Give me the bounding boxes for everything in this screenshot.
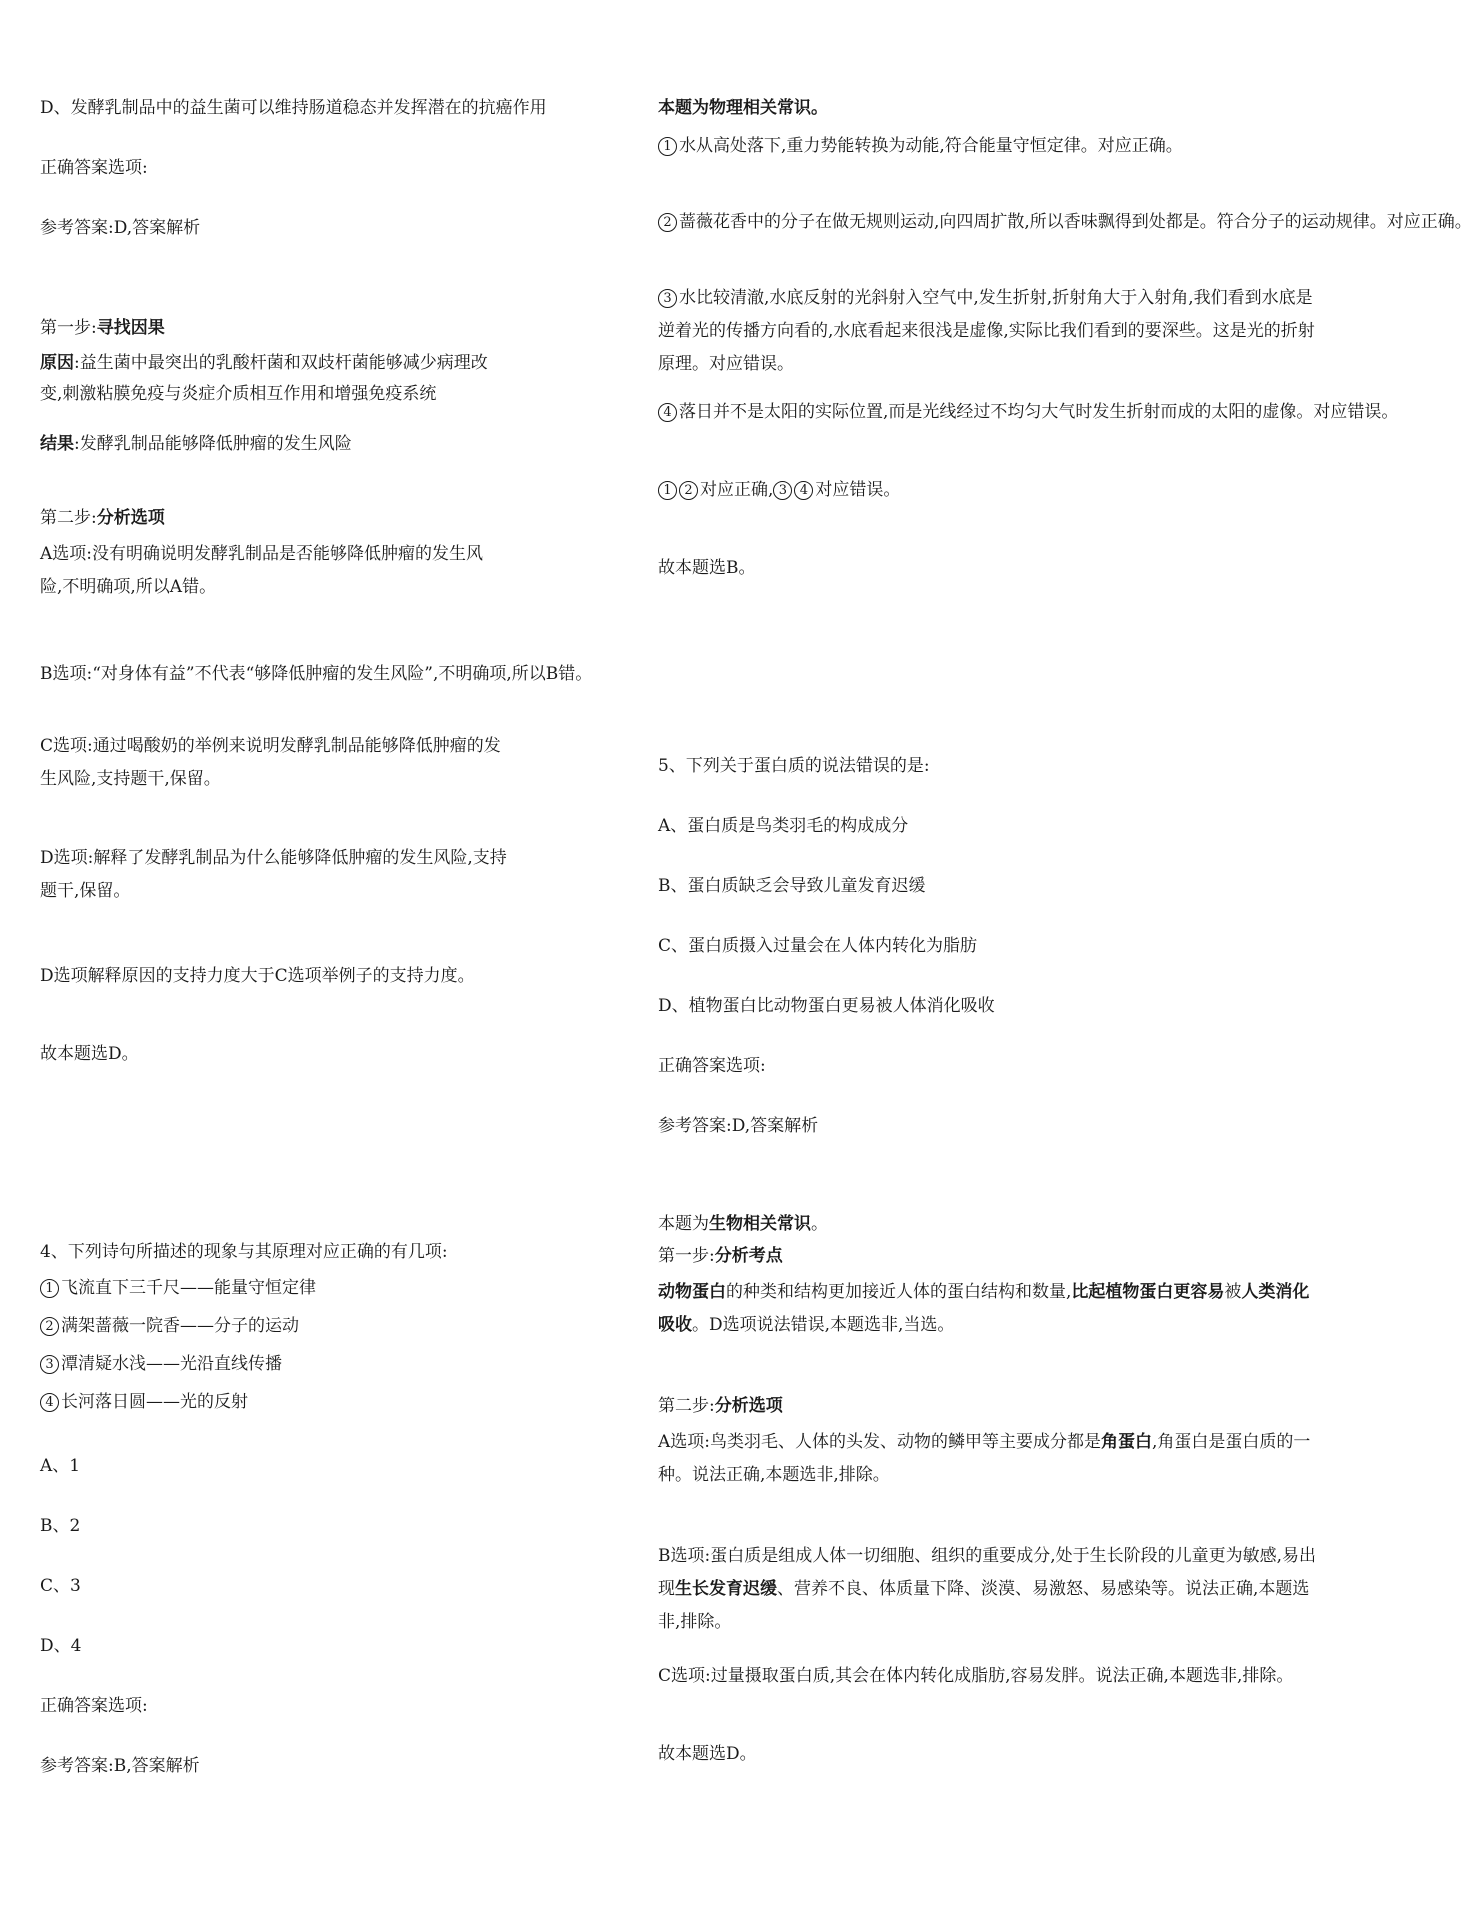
q5-question: 5、下列关于蛋白质的说法错误的是: [658, 756, 930, 776]
q5-correct-label: 正确答案选项: [658, 1056, 766, 1076]
q4-item-2: 2 满架蔷薇一院香——分子的运动 [40, 1314, 299, 1338]
q4-item-4: 4 长河落日圆——光的反射 [40, 1390, 248, 1414]
q4-item-1: 1 飞流直下三千尺——能量守恒定律 [40, 1276, 316, 1300]
q3-analysis-c: C选项:通过喝酸奶的举例来说明发酵乳制品能够降低肿瘤的发生风险,支持题干,保留。 [40, 736, 501, 789]
q4-explain-3: 3 水比较清澈,水底反射的光斜射入空气中,发生折射,折射角大于入射角,我们看到水底是逆着光的传播方向看的,水底看起来很浅是虚像,实际比我们看到的要深些。这是光的折射原理。对应错误。 [658, 288, 1315, 374]
q3-option-d: D、发酵乳制品中的益生菌可以维持肠道稳态并发挥潜在的抗癌作用 [40, 98, 547, 118]
q3-cause-label: 原因 [40, 353, 74, 373]
q5-analysis-c: C选项:过量摄取蛋白质,其会在体内转化成脂肪,容易发胖。说法正确,本题选非,排除。 [658, 1666, 1294, 1686]
q4-correct-label: 正确答案选项: [40, 1696, 148, 1716]
q4-explain-4: 4 落日并不是太阳的实际位置,而是光线经过不均匀大气时发生折射而成的太阳的虚像。对应错误。 [658, 400, 1398, 424]
q4-question: 4、下列诗句所描述的现象与其原理对应正确的有几项: [40, 1242, 448, 1262]
q3-cause: 原因:益生菌中最突出的乳酸杆菌和双歧杆菌能够减少病理改变,刺激粘膜免疫与炎症介质相互作用和增强免疫系统 [40, 353, 488, 404]
q3-step1-title: 寻找因果 [96, 318, 165, 338]
q5-analysis-b: B选项:蛋白质是组成人体一切细胞、组织的重要成分,处于生长阶段的儿童更为敏感,易出现生长发育迟缓、营养不良、体质量下降、淡漠、易激怒、易感染等。说法正确,本题选非,排除。 [658, 1546, 1317, 1632]
q4-option-b: B、2 [40, 1516, 81, 1536]
q5-option-a: A、蛋白质是鸟类羽毛的构成成分 [658, 816, 909, 836]
q3-step1-heading: 第一步:寻找因果 [40, 318, 165, 338]
q5-reference-answer: 参考答案:D,答案解析 [658, 1116, 819, 1136]
q3-analysis-d: D选项:解释了发酵乳制品为什么能够降低肿瘤的发生风险,支持题干,保留。 [40, 848, 507, 901]
q5-step1-body: 动物蛋白的种类和结构更加接近人体的蛋白结构和数量,比起植物蛋白更容易被人类消化吸收。D选项说法错误,本题选非,当选。 [658, 1282, 1310, 1335]
q5-step1-title: 分析考点 [714, 1246, 783, 1266]
q3-final: 故本题选D。 [40, 1044, 139, 1064]
q4-option-a: A、1 [40, 1456, 81, 1476]
q3-correct-label: 正确答案选项: [40, 158, 148, 178]
q4-final: 故本题选B。 [658, 558, 756, 578]
q3-analysis-b: B选项:“对身体有益”不代表“够降低肿瘤的发生风险”,不明确项,所以B错。 [40, 664, 593, 684]
q4-explain-1: 1 水从高处落下,重力势能转换为动能,符合能量守恒定律。对应正确。 [658, 134, 1183, 158]
q5-step1-heading: 第一步:分析考点 [658, 1246, 783, 1266]
q5-intro: 本题为生物相关常识。 [658, 1214, 828, 1234]
q3-step2-heading: 第二步:分析选项 [40, 508, 165, 528]
q3-compare: D选项解释原因的支持力度大于C选项举例子的支持力度。 [40, 966, 475, 986]
q5-option-d: D、植物蛋白比动物蛋白更易被人体消化吸收 [658, 996, 995, 1016]
q4-intro: 本题为物理相关常识。 [658, 98, 828, 118]
q5-option-b: B、蛋白质缺乏会导致儿童发育迟缓 [658, 876, 926, 896]
q3-analysis-a: A选项:没有明确说明发酵乳制品是否能够降低肿瘤的发生风险,不明确项,所以A错。 [40, 544, 484, 597]
q3-result: 结果:发酵乳制品能够降低肿瘤的发生风险 [40, 434, 352, 454]
q3-step2-title: 分析选项 [96, 508, 165, 528]
q5-step2-heading: 第二步:分析选项 [658, 1396, 783, 1416]
q4-option-c: C、3 [40, 1576, 81, 1596]
q5-analysis-a: A选项:鸟类羽毛、人体的头发、动物的鳞甲等主要成分都是角蛋白,角蛋白是蛋白质的一种。说法正确,本题选非,排除。 [658, 1432, 1311, 1485]
q4-summary: 1 2 对应正确, 3 4 对应错误。 [658, 478, 900, 502]
q4-item-3: 3 潭清疑水浅——光沿直线传播 [40, 1352, 282, 1376]
q4-option-d: D、4 [40, 1636, 82, 1656]
q4-explain-2: 2 蔷薇花香中的分子在做无规则运动,向四周扩散,所以香味飘得到处都是。符合分子的运动规律。对应正确。 [658, 210, 1472, 234]
q3-reference-answer: 参考答案:D,答案解析 [40, 218, 201, 238]
q5-step2-title: 分析选项 [714, 1396, 783, 1416]
q4-reference-answer: 参考答案:B,答案解析 [40, 1756, 200, 1776]
q3-result-label: 结果 [40, 434, 74, 454]
q5-final: 故本题选D。 [658, 1744, 757, 1764]
q5-option-c: C、蛋白质摄入过量会在人体内转化为脂肪 [658, 936, 978, 956]
